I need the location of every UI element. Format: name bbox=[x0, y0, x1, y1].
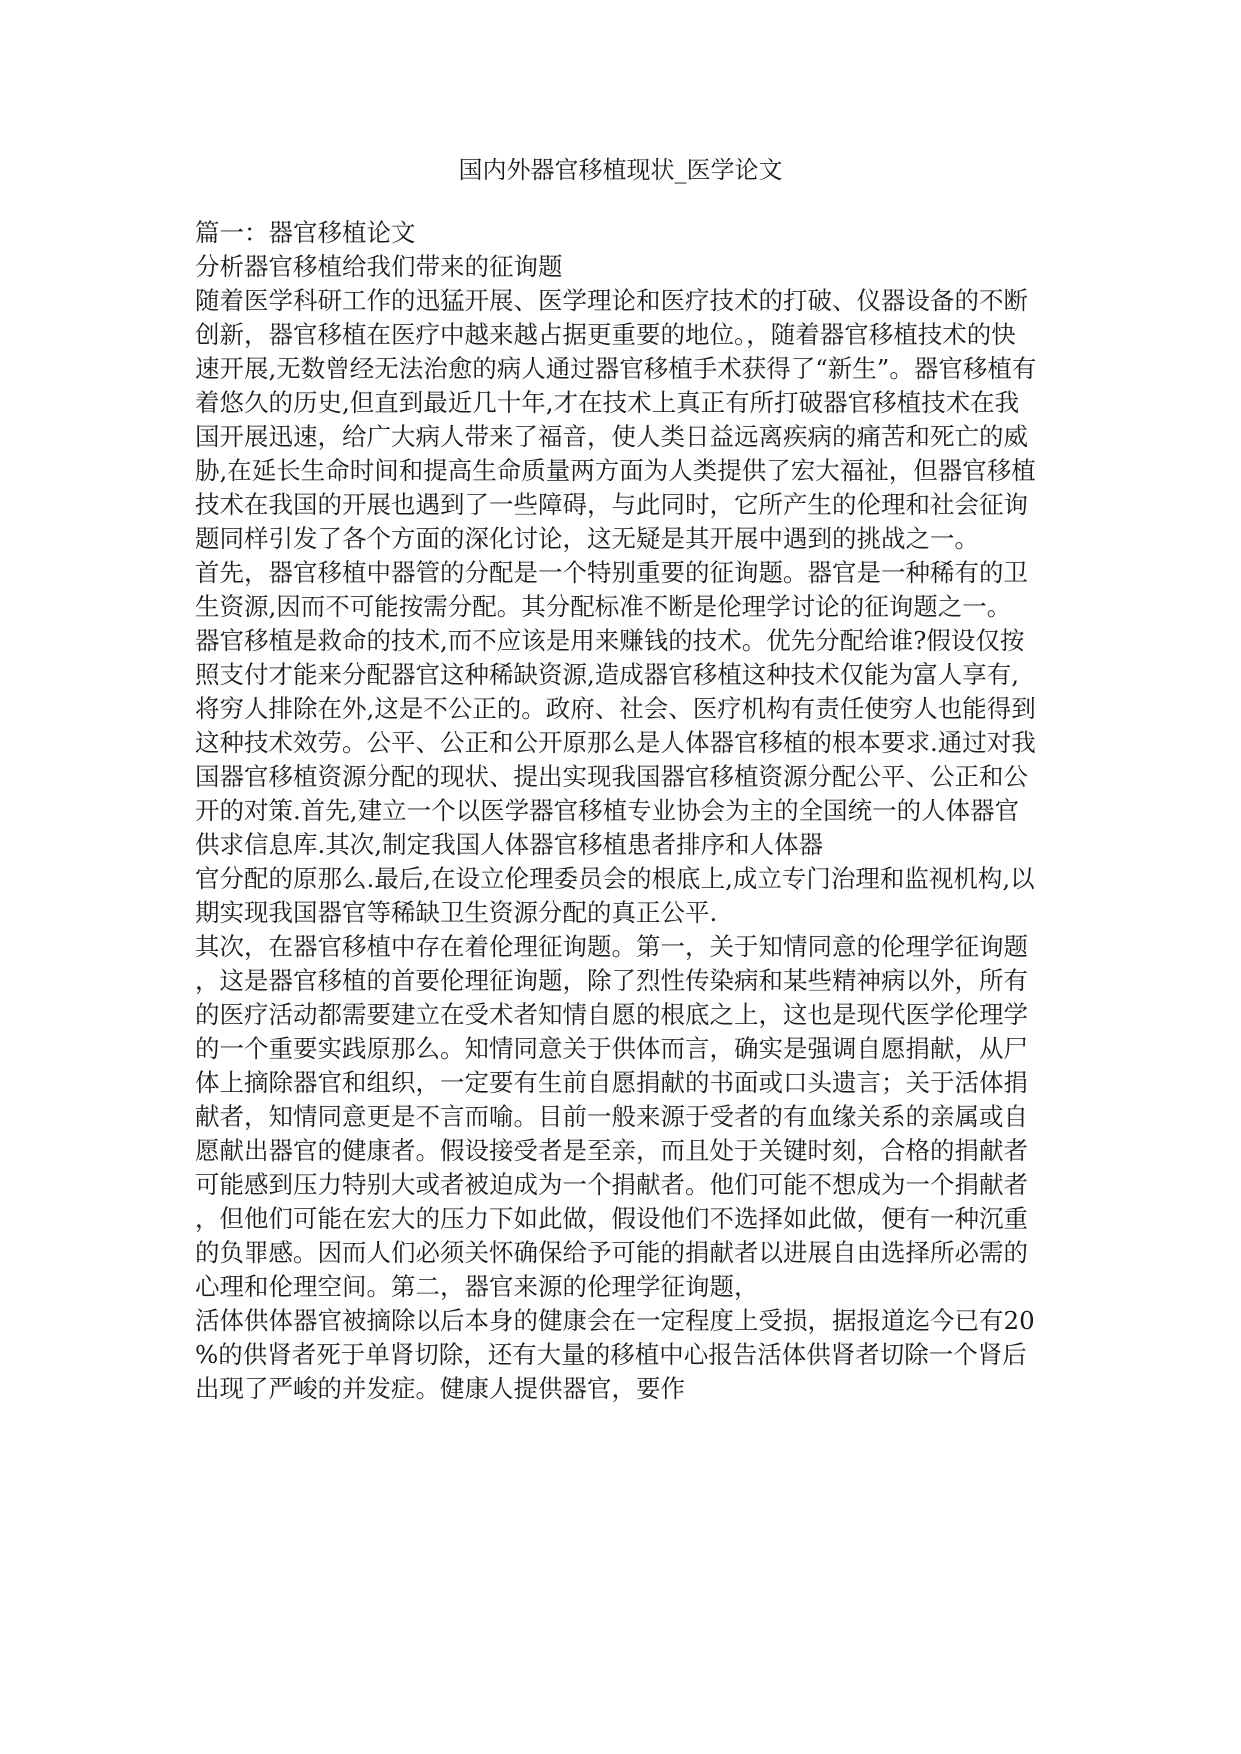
text-line: 胁,在延长生命时间和提高生命质量两方面为人类提供了宏大福祉，但器官移植 bbox=[195, 456, 1036, 485]
text-line: 题同样引发了各个方面的深化讨论，这无疑是其开展中遇到的挑战之一。 bbox=[195, 524, 979, 553]
text-line: 可能感到压力特别大或者被迫成为一个捐献者。他们可能不想成为一个捐献者 bbox=[195, 1170, 1028, 1199]
text-line: 官分配的原那么.最后,在设立伦理委员会的根底上,成立专门治理和监视机构,以 bbox=[195, 864, 1035, 893]
text-line: 的一个重要实践原那么。知情同意关于供体而言，确实是强调自愿捐献，从尸 bbox=[195, 1034, 1028, 1063]
text-line: ，这是器官移植的首要伦理征询题，除了烈性传染病和某些精神病以外，所有 bbox=[195, 966, 1028, 995]
text-line: 活体供体器官被摘除以后本身的健康会在一定程度上受损，据报道迄今已有20 bbox=[195, 1306, 1035, 1335]
text-line: 生资源,因而不可能按需分配。其分配标准不断是伦理学讨论的征询题之一。 bbox=[195, 592, 1012, 621]
text-line: 愿献出器官的健康者。假设接受者是至亲，而且处于关键时刻，合格的捐献者 bbox=[195, 1136, 1028, 1165]
text-line: 其次，在器官移植中存在着伦理征询题。第一，关于知情同意的伦理学征询题 bbox=[195, 932, 1028, 961]
text-line: 的医疗活动都需要建立在受术者知情自愿的根底之上，这也是现代医学伦理学 bbox=[195, 1000, 1028, 1029]
text-line: 照支付才能来分配器官这种稀缺资源,造成器官移植这种技术仅能为富人享有, bbox=[195, 660, 1020, 689]
document-title: 国内外器官移植现状_医学论文 bbox=[458, 156, 783, 184]
text-line: 这种技术效劳。公平、公正和公开原那么是人体器官移植的根本要求.通过对我 bbox=[195, 728, 1036, 757]
text-line: ，但他们可能在宏大的压力下如此做，假设他们不选择如此做，便有一种沉重 bbox=[195, 1204, 1028, 1233]
text-line: 国器官移植资源分配的现状、提出实现我国器官移植资源分配公平、公正和公 bbox=[195, 762, 1028, 791]
text-line: 国开展迅速，给广大病人带来了福音，使人类日益远离疾病的痛苦和死亡的威 bbox=[195, 422, 1028, 451]
document-body bbox=[195, 216, 1065, 1406]
text-line: 篇一：器官移植论文 bbox=[195, 218, 416, 247]
text-line: 供求信息库.其次,制定我国人体器官移植患者排序和人体器 bbox=[195, 830, 824, 859]
text-line: 分析器官移植给我们带来的征询题 bbox=[195, 252, 563, 281]
text-line: 首先，器官移植中器管的分配是一个特别重要的征询题。器官是一种稀有的卫 bbox=[195, 558, 1028, 587]
text-line: 期实现我国器官等稀缺卫生资源分配的真正公平. bbox=[195, 898, 718, 927]
text-line: 体上摘除器官和组织，一定要有生前自愿捐献的书面或口头遗言；关于活体捐 bbox=[195, 1068, 1028, 1097]
text-line: %的供肾者死于单肾切除，还有大量的移植中心报告活体供肾者切除一个肾后 bbox=[195, 1340, 1027, 1369]
text-line: 将穷人排除在外,这是不公正的。政府、社会、医疗机构有责任使穷人也能得到 bbox=[195, 694, 1036, 723]
text-line: 出现了严峻的并发症。健康人提供器官，要作 bbox=[195, 1374, 685, 1403]
text-line: 创新，器官移植在医疗中越来越占据更重要的地位。，随着器官移植技术的快 bbox=[195, 320, 1016, 349]
text-line: 器官移植是救命的技术,而不应该是用来赚钱的技术。优先分配给谁?假设仅按 bbox=[195, 626, 1025, 655]
text-line: 的负罪感。因而人们必须关怀确保给予可能的捐献者以进展自由选择所必需的 bbox=[195, 1238, 1028, 1267]
text-line: 开的对策.首先,建立一个以医学器官移植专业协会为主的全国统一的人体器官 bbox=[195, 796, 1020, 825]
text-line: 心理和伦理空间。第二，器官来源的伦理学征询题， bbox=[195, 1272, 759, 1301]
text-line: 着悠久的历史,但直到最近几十年,才在技术上真正有所打破器官移植技术在我 bbox=[195, 388, 1020, 417]
text-line: 速开展,无数曾经无法治愈的病人通过器官移植手术获得了“新生”。器官移植有 bbox=[195, 354, 1037, 383]
text-line: 技术在我国的开展也遇到了一些障碍，与此同时，它所产生的伦理和社会征询 bbox=[195, 490, 1028, 519]
text-line: 献者，知情同意更是不言而喻。目前一般来源于受者的有血缘关系的亲属或自 bbox=[195, 1102, 1028, 1131]
text-line: 随着医学科研工作的迅猛开展、医学理论和医疗技术的打破、仪器设备的不断 bbox=[195, 286, 1028, 315]
